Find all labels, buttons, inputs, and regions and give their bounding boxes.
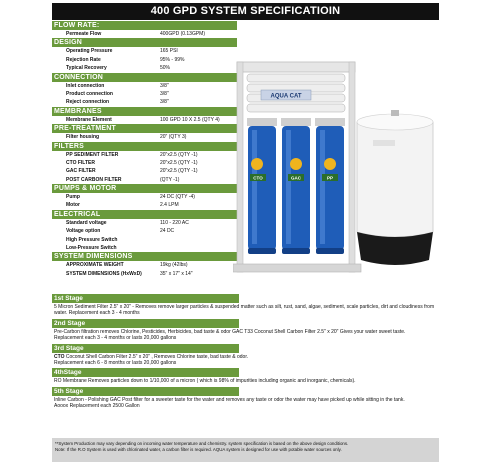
page-title: 400 GPD SYSTEM SPECIFICATIOIN [52,3,439,20]
spec-row [52,64,237,72]
spec-key: APPROXIMATE WEIGHT [66,262,124,269]
spec-value: 35" x 17" x 14" [160,270,193,277]
spec-row [52,116,237,124]
filter-housing-2 [281,118,311,254]
stage-replacement: Aooox Replacement each 2500 Gallon [54,403,140,410]
spec-value: 3/8" [160,90,169,97]
spec-row [52,236,237,244]
spec-value [160,244,237,252]
footnote-box [52,438,439,462]
spec-row [52,47,237,55]
stage-text [52,303,439,319]
spec-row [52,193,237,201]
spec-key: Permeate Flow [66,31,102,37]
filter-housing-3 [315,118,345,254]
stage-heading: 3rd Stage [52,344,239,353]
section-heading: PUMPS & MOTOR [52,184,237,193]
spec-row [52,219,237,227]
section-heading: MEMBRANES [52,107,237,116]
spec-row [52,227,237,235]
spec-row [52,261,237,269]
section-heading: FILTERS [52,142,237,151]
spec-key: Product connection [66,90,113,97]
spec-value: 24 DC [160,228,175,235]
spec-key: Filter housing [66,134,100,141]
spec-value [160,236,237,244]
spec-value: 20"x2.5 (QTY -1) [160,159,198,166]
stage-heading: 2nd Stage [52,319,239,328]
footnote-line-2: Note: If the R.O System is used with chlorinated water, a carbon filter is required. AQUA system is designed for use with potable water sources only. [55,447,342,452]
spec-value: 20" (QTY 3) [160,134,187,141]
brand-text: AQUA CAT [270,93,302,100]
spec-value: 400GPD (0.13GPM) [160,31,206,37]
stage-lead: CTO [54,353,65,360]
spec-key: Inlet connection [66,82,105,89]
spec-key: Pump [66,194,80,201]
spec-key: Membrane Element [66,116,112,123]
spec-key: POST CARBON FILTER [66,176,122,183]
spec-key: GAC FILTER [66,168,96,175]
spec-value: 95% - 99% [160,56,185,63]
section-heading: FLOW RATE: [52,21,237,30]
spec-value: 3/8" [160,99,169,106]
section-heading: PRE-TREATMENT [52,124,237,133]
spec-row [52,56,237,64]
stage-body: Inline Carbon - Polishing GAC Post filter for a sweeter taste for the water and removes any taste or odor the water may have picked up while sitting in the tank. [54,396,405,403]
spec-key: Rejection Rate [66,56,101,63]
stage-replacement: Replacement each 6 - 8 months or lasts 20,000 gallons [54,360,177,367]
stage-heading: 1st Stage [52,294,239,303]
frame-base [233,264,361,272]
frame-left-post [237,62,243,272]
stage-body: 5 Micron Sediment Filter 2.5" x 20" - Removes remove larger particles & suspended matter such as silt, rust, sand, algae, sediment, scale particles, dirt and cloudiness from water. Replacement each 3 - 4 months [54,304,435,317]
pressure-tank [357,110,433,265]
filter-label-1: CTO [253,175,263,181]
spec-row [52,167,237,175]
spec-value: 24 DC (QTY -4) [160,194,195,201]
spec-key: Standard voltage [66,219,107,226]
stage-text [52,353,439,369]
spec-key: CTO FILTER [66,159,95,166]
spec-value: 50% [160,65,171,72]
spec-value: 2.4 LPM [160,202,179,209]
spec-row [52,30,237,38]
spec-key: Typical Recovery [66,65,107,72]
footnote-line-1: **System Production may vary depending on incoming water temperature and chemistry. system specification is based on the above design conditions. [55,441,349,446]
spec-value: 20"x2.5 (QTY -1) [160,168,198,175]
spec-value: 100 GPD 10 X 2.5 (QTY 4) [160,116,220,123]
filter-label-3: PP [326,175,334,181]
spec-row [52,133,237,141]
spec-key: Operating Pressure [66,48,113,55]
section-heading: SYSTEM DIMENSIONS [52,252,237,261]
spec-key: Reject connection [66,99,110,106]
stage-body: Pre-Carbon filtration removes Chlorine, Pesticides, Herbicides, bad taste & odor GAC T33 Coconut Shell Carbon Filter 2.5" x 20" Gives your water sweet taste. [54,328,406,335]
stage-body: RO Membrane Removes particles down to 1/10,000 of a micron ( which is 98% of impurities including organic and inorganic, chemicals). [54,378,356,385]
spec-key: Voltage option [66,228,101,235]
spec-row [52,159,237,167]
spec-row [52,90,237,98]
spec-key: Motor [66,202,80,209]
spec-key: SYSTEM DIMENSIONS (HxWxD) [66,270,142,277]
spec-table [52,21,237,278]
stage-heading: 5th Stage [52,387,239,396]
spec-key: Low-Pressure Switch [66,245,117,252]
spec-key: High Pressure Switch [66,236,118,243]
stage-text [52,396,439,412]
stage-descriptions [52,294,439,412]
ro-system-image [233,60,443,280]
spec-row [52,98,237,106]
spec-value: (QTY -1) [160,176,180,183]
filter-housings [247,118,345,254]
spec-row [52,244,237,252]
section-heading: ELECTRICAL [52,210,237,219]
stage-body: Coconut Shell Carbon Filter 2.5" x 20" , Removes Chlorine taste, bad taste & odor. [64,353,249,360]
stage-text [52,377,439,386]
spec-value: 19kg (42lbs) [160,262,188,269]
spec-value: 110 - 220 AC [160,219,189,226]
frame-right-post [349,62,355,272]
spec-row [52,151,237,159]
spec-row [52,270,237,278]
section-heading: CONNECTION [52,73,237,82]
spec-row [52,82,237,90]
stage-heading: 4thStage [52,368,239,377]
spec-row [52,201,237,209]
filter-housing-1 [247,118,277,254]
spec-row [52,176,237,184]
spec-value: 165 PSI [160,48,178,55]
frame-top-bar [237,62,355,72]
spec-key: PP SEDIMENT FILTER [66,151,119,158]
filter-label-2: GAC [291,175,301,181]
spec-value: 3/8" [160,82,169,89]
spec-value: 20"x2.5 (QTY -1) [160,151,198,158]
stage-text [52,328,439,344]
section-heading: DESIGN [52,38,237,47]
stage-replacement: Replacement each 3 - 4 months or lasts 20,000 gallons [54,335,177,342]
